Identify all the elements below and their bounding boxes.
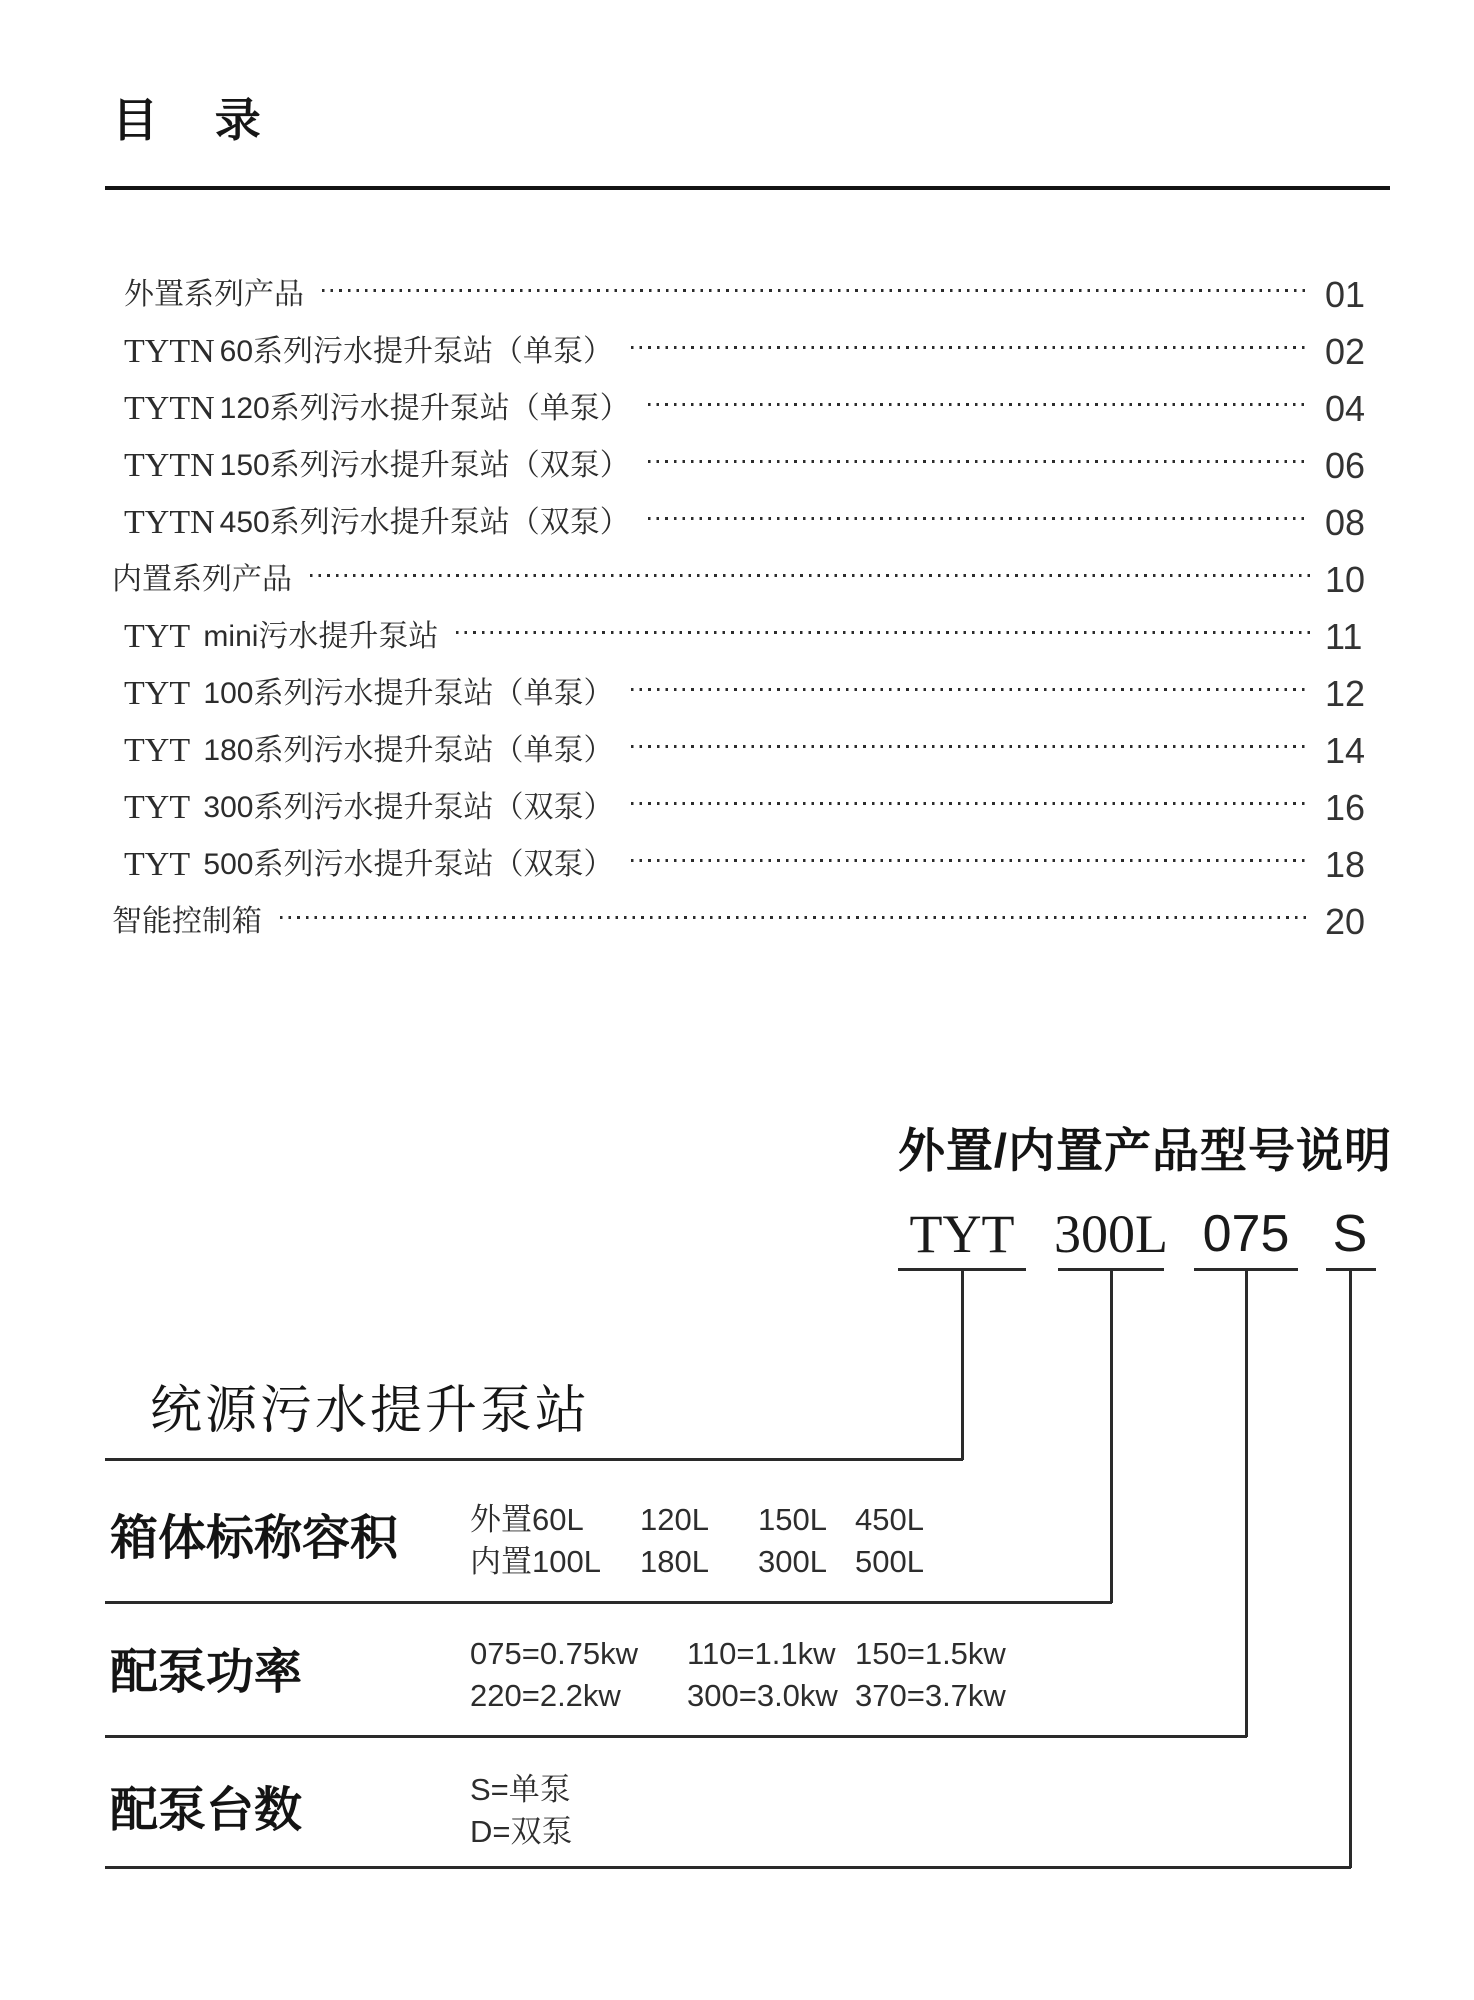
toc-entry-page: 01 bbox=[1325, 273, 1366, 315]
dotted-leader bbox=[322, 289, 1310, 292]
dotted-leader bbox=[631, 802, 1310, 805]
power-cell: 150=1.5kw bbox=[855, 1636, 1006, 1671]
toc-entry bbox=[112, 551, 1390, 608]
volume-cell: 450L bbox=[855, 1502, 924, 1537]
toc-entry-prefix: TYT bbox=[124, 674, 191, 712]
volume-cell: 内置100L bbox=[470, 1544, 601, 1579]
volume-values-line2 bbox=[470, 1544, 924, 1580]
model-code-volume: 300L bbox=[1054, 1204, 1168, 1264]
connector-hline-brand bbox=[105, 1458, 963, 1461]
row-label-volume: 箱体标称容积 bbox=[110, 1512, 399, 1565]
toc-title: 目 录 bbox=[112, 94, 283, 146]
model-code-pumpcount: S bbox=[1332, 1205, 1368, 1263]
pumpcount-cell: S=单泵 bbox=[470, 1772, 571, 1807]
connector-hline-power bbox=[105, 1735, 1247, 1738]
dotted-leader bbox=[648, 403, 1310, 406]
connector-vline-series bbox=[961, 1268, 964, 1460]
dotted-leader bbox=[631, 745, 1310, 748]
toc-title-rule bbox=[105, 186, 1390, 190]
power-cell: 370=3.7kw bbox=[855, 1678, 1006, 1713]
toc-entry-prefix: TYTN bbox=[124, 332, 215, 370]
dotted-leader bbox=[631, 859, 1310, 862]
toc-entry-label: mini污水提升泵站 bbox=[195, 620, 439, 653]
toc-entry bbox=[112, 779, 1390, 836]
power-values-line1 bbox=[470, 1636, 1006, 1672]
volume-cell: 120L bbox=[640, 1502, 709, 1537]
toc-entry-label: 外置系列产品 bbox=[124, 278, 304, 311]
brand-label: 统源污水提升泵站 bbox=[150, 1383, 591, 1440]
toc-entry-page: 16 bbox=[1325, 786, 1366, 828]
power-cell: 075=0.75kw bbox=[470, 1636, 639, 1671]
toc-entry-label: 100系列污水提升泵站（单泵） bbox=[195, 677, 614, 710]
toc-entry-page: 18 bbox=[1325, 843, 1366, 885]
toc-entry-page: 12 bbox=[1325, 672, 1366, 714]
dotted-leader bbox=[648, 517, 1310, 520]
toc-entry-label: 150系列污水提升泵站（双泵） bbox=[219, 449, 630, 482]
toc-entry-label: 60系列污水提升泵站（单泵） bbox=[219, 335, 614, 368]
toc-entry bbox=[112, 494, 1390, 551]
power-values-line2 bbox=[470, 1678, 1006, 1714]
row-label-power: 配泵功率 bbox=[110, 1646, 303, 1699]
toc-entry-label: 内置系列产品 bbox=[112, 563, 292, 596]
dotted-leader bbox=[631, 688, 1310, 691]
power-cell: 300=3.0kw bbox=[687, 1678, 838, 1713]
toc-entry-prefix: TYT bbox=[124, 788, 191, 826]
pumpcount-values-line2 bbox=[470, 1814, 573, 1850]
connector-vline-power bbox=[1245, 1268, 1248, 1737]
toc-entry-page: 08 bbox=[1325, 501, 1366, 543]
volume-cell: 150L bbox=[758, 1502, 827, 1537]
toc-entry-page: 04 bbox=[1325, 387, 1366, 429]
toc-entry-page: 14 bbox=[1325, 729, 1366, 771]
toc-entry-label: 300系列污水提升泵站（双泵） bbox=[195, 791, 614, 824]
connector-hline-pumpcount bbox=[105, 1866, 1351, 1869]
toc-entry bbox=[112, 893, 1390, 950]
dotted-leader bbox=[456, 631, 1310, 634]
toc-entry-prefix: TYTN bbox=[124, 503, 215, 541]
toc-list bbox=[112, 266, 1390, 950]
volume-values-line1 bbox=[470, 1502, 924, 1538]
toc-entry-prefix: TYT bbox=[124, 731, 191, 769]
toc-entry-label: 450系列污水提升泵站（双泵） bbox=[219, 506, 630, 539]
volume-cell: 180L bbox=[640, 1544, 709, 1579]
dotted-leader bbox=[310, 574, 1310, 577]
toc-entry-label: 500系列污水提升泵站（双泵） bbox=[195, 848, 614, 881]
power-cell: 220=2.2kw bbox=[470, 1678, 621, 1713]
toc-entry-prefix: TYTN bbox=[124, 446, 215, 484]
toc-entry bbox=[112, 722, 1390, 779]
row-label-pumpcount: 配泵台数 bbox=[110, 1784, 303, 1837]
toc-entry-prefix: TYTN bbox=[124, 389, 215, 427]
volume-cell: 外置60L bbox=[470, 1502, 584, 1537]
toc-entry bbox=[112, 323, 1390, 380]
power-cell: 110=1.1kw bbox=[687, 1636, 836, 1671]
toc-entry-label: 120系列污水提升泵站（单泵） bbox=[219, 392, 630, 425]
toc-entry-page: 06 bbox=[1325, 444, 1366, 486]
toc-entry-prefix: TYT bbox=[124, 617, 191, 655]
dotted-leader bbox=[631, 346, 1310, 349]
toc-entry-prefix: TYT bbox=[124, 845, 191, 883]
toc-entry bbox=[112, 266, 1390, 323]
model-legend-title: 外置/内置产品型号说明 bbox=[897, 1124, 1392, 1177]
toc-entry bbox=[112, 437, 1390, 494]
connector-hline-volume bbox=[105, 1601, 1112, 1604]
toc-entry-page: 10 bbox=[1325, 558, 1366, 600]
connector-vline-volume bbox=[1110, 1268, 1113, 1603]
dotted-leader bbox=[280, 916, 1310, 919]
toc-entry bbox=[112, 665, 1390, 722]
dotted-leader bbox=[648, 460, 1310, 463]
connector-vline-pumpcount bbox=[1349, 1268, 1352, 1868]
toc-entry-page: 20 bbox=[1325, 900, 1366, 942]
model-code-power: 075 bbox=[1202, 1205, 1290, 1263]
model-code-series: TYT bbox=[909, 1204, 1015, 1264]
pumpcount-values-line1 bbox=[470, 1772, 571, 1808]
toc-entry bbox=[112, 608, 1390, 665]
toc-entry-label: 智能控制箱 bbox=[112, 905, 262, 938]
toc-entry bbox=[112, 836, 1390, 893]
toc-entry bbox=[112, 380, 1390, 437]
toc-entry-page: 02 bbox=[1325, 330, 1366, 372]
volume-cell: 300L bbox=[758, 1544, 827, 1579]
toc-entry-page: 11 bbox=[1325, 615, 1363, 657]
volume-cell: 500L bbox=[855, 1544, 924, 1579]
pumpcount-cell: D=双泵 bbox=[470, 1814, 573, 1849]
toc-entry-label: 180系列污水提升泵站（单泵） bbox=[195, 734, 614, 767]
